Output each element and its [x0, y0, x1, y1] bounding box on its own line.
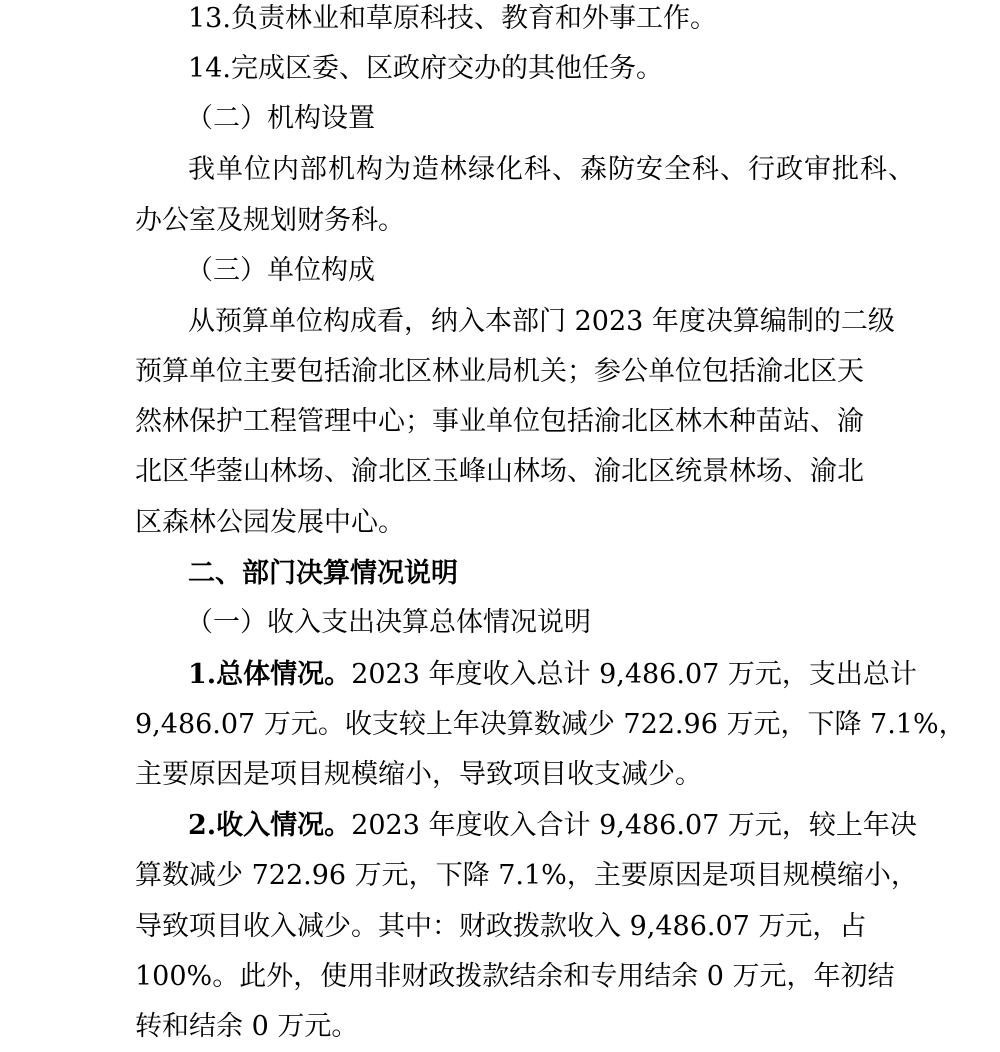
paragraph-line: 100%。此外，使用非财政拨款结余和专用结余 0 万元，年初结 [135, 961, 895, 992]
bold-lead: 2.收入情况。 [188, 810, 352, 841]
section-subheading: （三）单位构成 [186, 255, 375, 286]
paragraph-line: 我单位内部机构为造林绿化科、森防安全科、行政审批科、 [188, 154, 916, 185]
paragraph-line: 13.负责林业和草原科技、教育和外事工作。 [188, 3, 717, 34]
line-text: 2023 年度收入合计 9,486.07 万元，较上年决 [351, 810, 917, 841]
paragraph-line: 转和结余 0 万元。 [135, 1011, 359, 1042]
paragraph-line: 主要原因是项目规模缩小，导致项目收支减少。 [135, 759, 702, 790]
paragraph-line: 然林保护工程管理中心；事业单位包括渝北区林木种苗站、渝 [135, 406, 864, 437]
paragraph-line: 导致项目收入减少。其中：财政拨款收入 9,486.07 万元，占 [135, 911, 867, 942]
paragraph-line: 区森林公园发展中心。 [135, 507, 405, 538]
paragraph-line: 北区华蓥山林场、渝北区玉峰山林场、渝北区统景林场、渝北 [135, 456, 864, 487]
paragraph-line [0, 801, 1000, 851]
bold-lead: 1.总体情况。 [188, 659, 352, 690]
paragraph-line [0, 650, 1000, 700]
paragraph-line: 14.完成区委、区政府交办的其他任务。 [188, 53, 663, 84]
section-heading: 二、部门决算情况说明 [188, 558, 458, 589]
paragraph-line: 9,486.07 万元。收支较上年决算数减少 722.96 万元，下降 7.1%， [135, 709, 966, 740]
paragraph-line: 算数减少 722.96 万元，下降 7.1%，主要原因是项目规模缩小， [135, 860, 918, 891]
section-subheading: （二）机构设置 [186, 103, 375, 134]
section-subheading: （一）收入支出决算总体情况说明 [186, 607, 591, 638]
paragraph-line: 预算单位主要包括渝北区林业局机关；参公单位包括渝北区天 [135, 356, 864, 387]
paragraph-line: 办公室及规划财务科。 [135, 205, 405, 236]
line-text: 2023 年度收入总计 9,486.07 万元，支出总计 [351, 659, 917, 690]
paragraph-line: 从预算单位构成看，纳入本部门 2023 年度决算编制的二级 [188, 306, 895, 337]
